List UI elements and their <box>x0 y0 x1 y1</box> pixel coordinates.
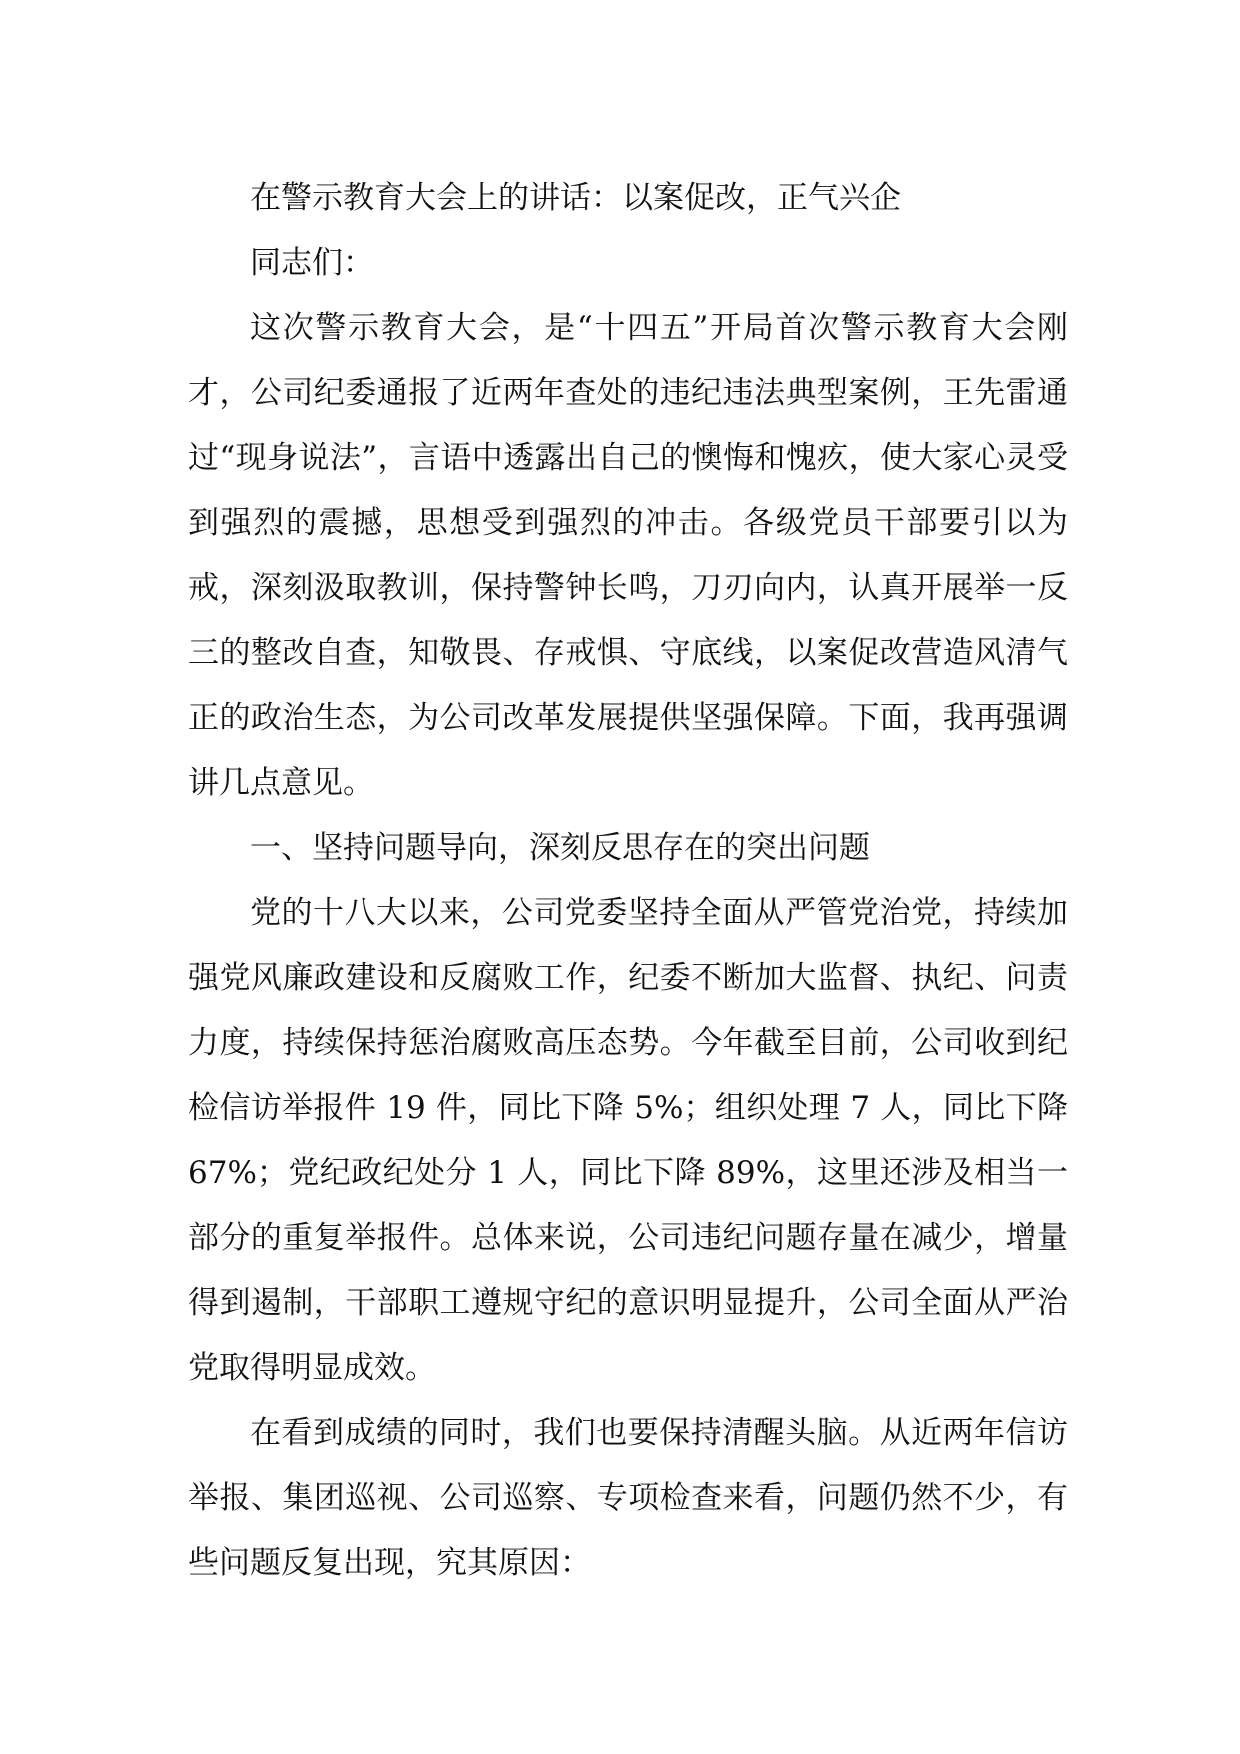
document-body <box>188 166 1068 1596</box>
speech-title: 在警示教育大会上的讲话：以案促改，正气兴企 <box>250 180 901 216</box>
paragraph-achievements: 党的十八大以来，公司党委坚持全面从严管党治党，持续加强党风廉政建设和反腐败工作，纪委不断加大监督、执纪、问责力度，持续保持惩治腐败高压态势。今年截至目前，公司收到纪检信访举报件 19 件，同比下降 5%；组织处理 7 人，同比下降 67%；党纪政纪处分 1 人，同比下降 89%，这里还涉及相当一部分的重复举报件。总体来说，公司违纪问题存量在减少，增量得到遏制，干部职工遵规守纪的意识明显提升，公司全面从严治党取得明显成效。 <box>188 895 1068 1386</box>
paragraph-opening: 这次警示教育大会，是“十四五”开局首次警示教育大会刚才，公司纪委通报了近两年查处的违纪违法典型案例，王先雷通过“现身说法”，言语中透露出自己的懊悔和愧疚，使大家心灵受到强烈的震撼，思想受到强烈的冲击。各级党员干部要引以为戒，深刻汲取教训，保持警钟长鸣，刀刃向内，认真开展举一反三的整改自查，知敬畏、存戒惧、守底线，以案促改营造风清气正的政治生态，为公司改革发展提供坚强保障。下面，我再强调讲几点意见。 <box>188 310 1068 801</box>
salutation: 同志们： <box>250 245 374 281</box>
paragraph-problems: 在看到成绩的同时，我们也要保持清醒头脑。从近两年信访举报、集团巡视、公司巡察、专项检查来看，问题仍然不少，有些问题反复出现，究其原因： <box>188 1415 1068 1581</box>
section-heading-1: 一、坚持问题导向，深刻反思存在的突出问题 <box>250 830 870 866</box>
